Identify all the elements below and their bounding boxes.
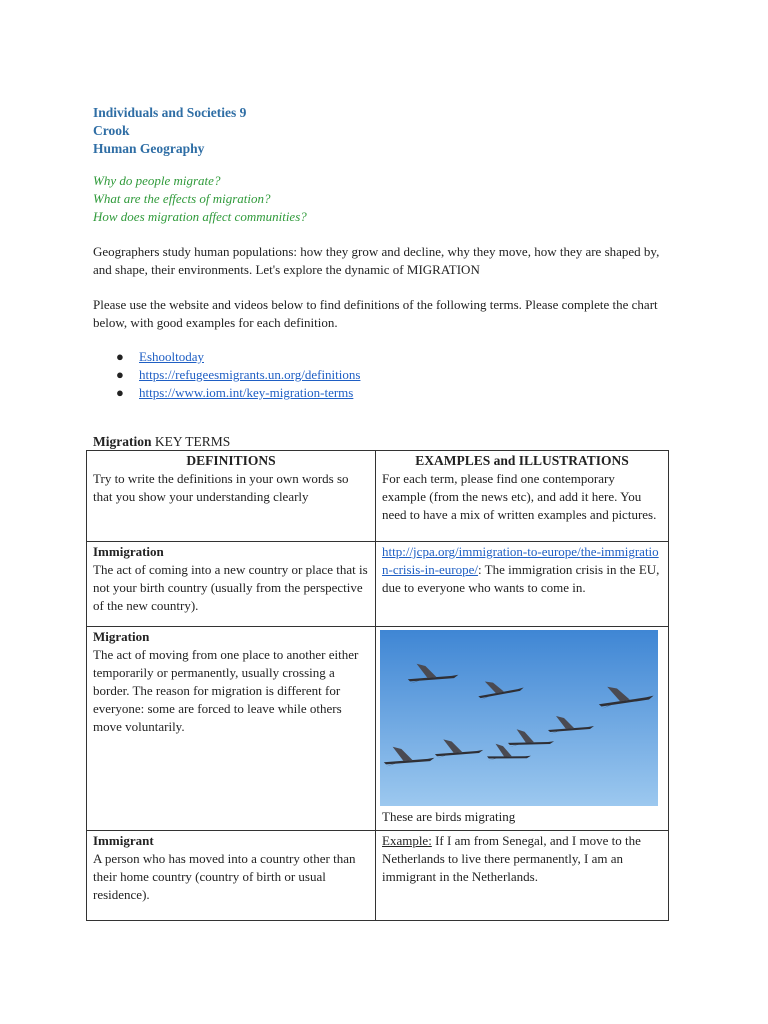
link-eshooltoday[interactable]: Eshooltoday	[139, 349, 204, 364]
table-row	[87, 451, 669, 542]
example-immigrant: Example: If I am from Senegal, and I move to the Netherlands to live there permanently, I am an immigrant in the Netherlands.	[382, 833, 641, 884]
table-cell	[376, 831, 669, 921]
table-row	[87, 831, 669, 921]
term-immigration: Immigration	[93, 544, 164, 559]
table-cell	[87, 451, 376, 542]
example-link-jcpa[interactable]: http://jcpa.org/immigration-to-europe/the-immigration-crisis-in-europe/	[382, 544, 659, 577]
guiding-questions	[93, 172, 677, 226]
table-cell	[376, 627, 669, 831]
table-cell[interactable]	[376, 542, 669, 627]
key-terms-title: Migration KEY TERMS	[93, 434, 231, 449]
link-iom-terms[interactable]: https://www.iom.int/key-migration-terms	[139, 385, 354, 400]
image-caption: These are birds migrating	[382, 809, 516, 824]
definition-immigration: The act of coming into a new country or place that is not your birth country (usually from the perspective of the new country).	[93, 562, 368, 613]
col-header-examples: EXAMPLES and ILLUSTRATIONS	[415, 453, 629, 468]
definition-migration: The act of moving from one place to another either temporarily or permanently, usually crossing a border. The reason for migration is different for everyone: some are forced to leave while others move voluntarily.	[93, 647, 359, 734]
list-item	[93, 366, 677, 384]
definitions-instructions: Try to write the definitions in your own words so that you show your understanding clearly	[93, 471, 349, 504]
link-un-definitions[interactable]: https://refugeesmigrants.un.org/definitions	[139, 367, 361, 382]
course-title: Individuals and Societies 9	[93, 105, 247, 120]
table-row	[87, 627, 669, 831]
document-header	[93, 104, 677, 158]
table-row	[87, 542, 669, 627]
key-terms-table	[86, 450, 669, 921]
document-page	[93, 104, 677, 921]
question-3: How does migration affect communities?	[93, 209, 307, 224]
unit-title: Human Geography	[93, 141, 205, 156]
teacher-name: Crook	[93, 123, 130, 138]
question-1: Why do people migrate?	[93, 173, 221, 188]
instructions-paragraph: Please use the website and videos below to find definitions of the following terms. Please complete the chart below, with good examples for each definition.	[93, 297, 658, 330]
example-immigration: http://jcpa.org/immigration-to-europe/the-immigration-crisis-in-europe/: The immigration crisis in the EU, due to everyone who wants to come in.	[382, 544, 660, 595]
list-item	[93, 348, 677, 366]
table-cell	[87, 542, 376, 627]
bullet-icon: ●	[116, 349, 124, 364]
question-2: What are the effects of migration?	[93, 191, 271, 206]
example-label: Example:	[382, 833, 432, 848]
resource-links	[93, 348, 677, 402]
term-migration: Migration	[93, 629, 150, 644]
table-cell	[376, 451, 669, 542]
table-cell	[87, 627, 376, 831]
col-header-definitions: DEFINITIONS	[186, 453, 276, 468]
definition-immigrant: A person who has moved into a country other than their home country (country of birth or usual residence).	[93, 851, 356, 902]
bullet-icon: ●	[116, 385, 124, 400]
term-immigrant: Immigrant	[93, 833, 154, 848]
intro-paragraph: Geographers study human populations: how they grow and decline, why they move, how they are shaped by, and shape, their environments. Let's explore the dynamic of MIGRATION	[93, 244, 660, 277]
examples-instructions: For each term, please find one contemporary example (from the news etc), and add it here. You need to have a mix of written examples and pictures.	[382, 471, 657, 522]
migrating-birds-image	[380, 630, 658, 806]
table-cell	[87, 831, 376, 921]
bullet-icon: ●	[116, 367, 124, 382]
list-item	[93, 384, 677, 402]
